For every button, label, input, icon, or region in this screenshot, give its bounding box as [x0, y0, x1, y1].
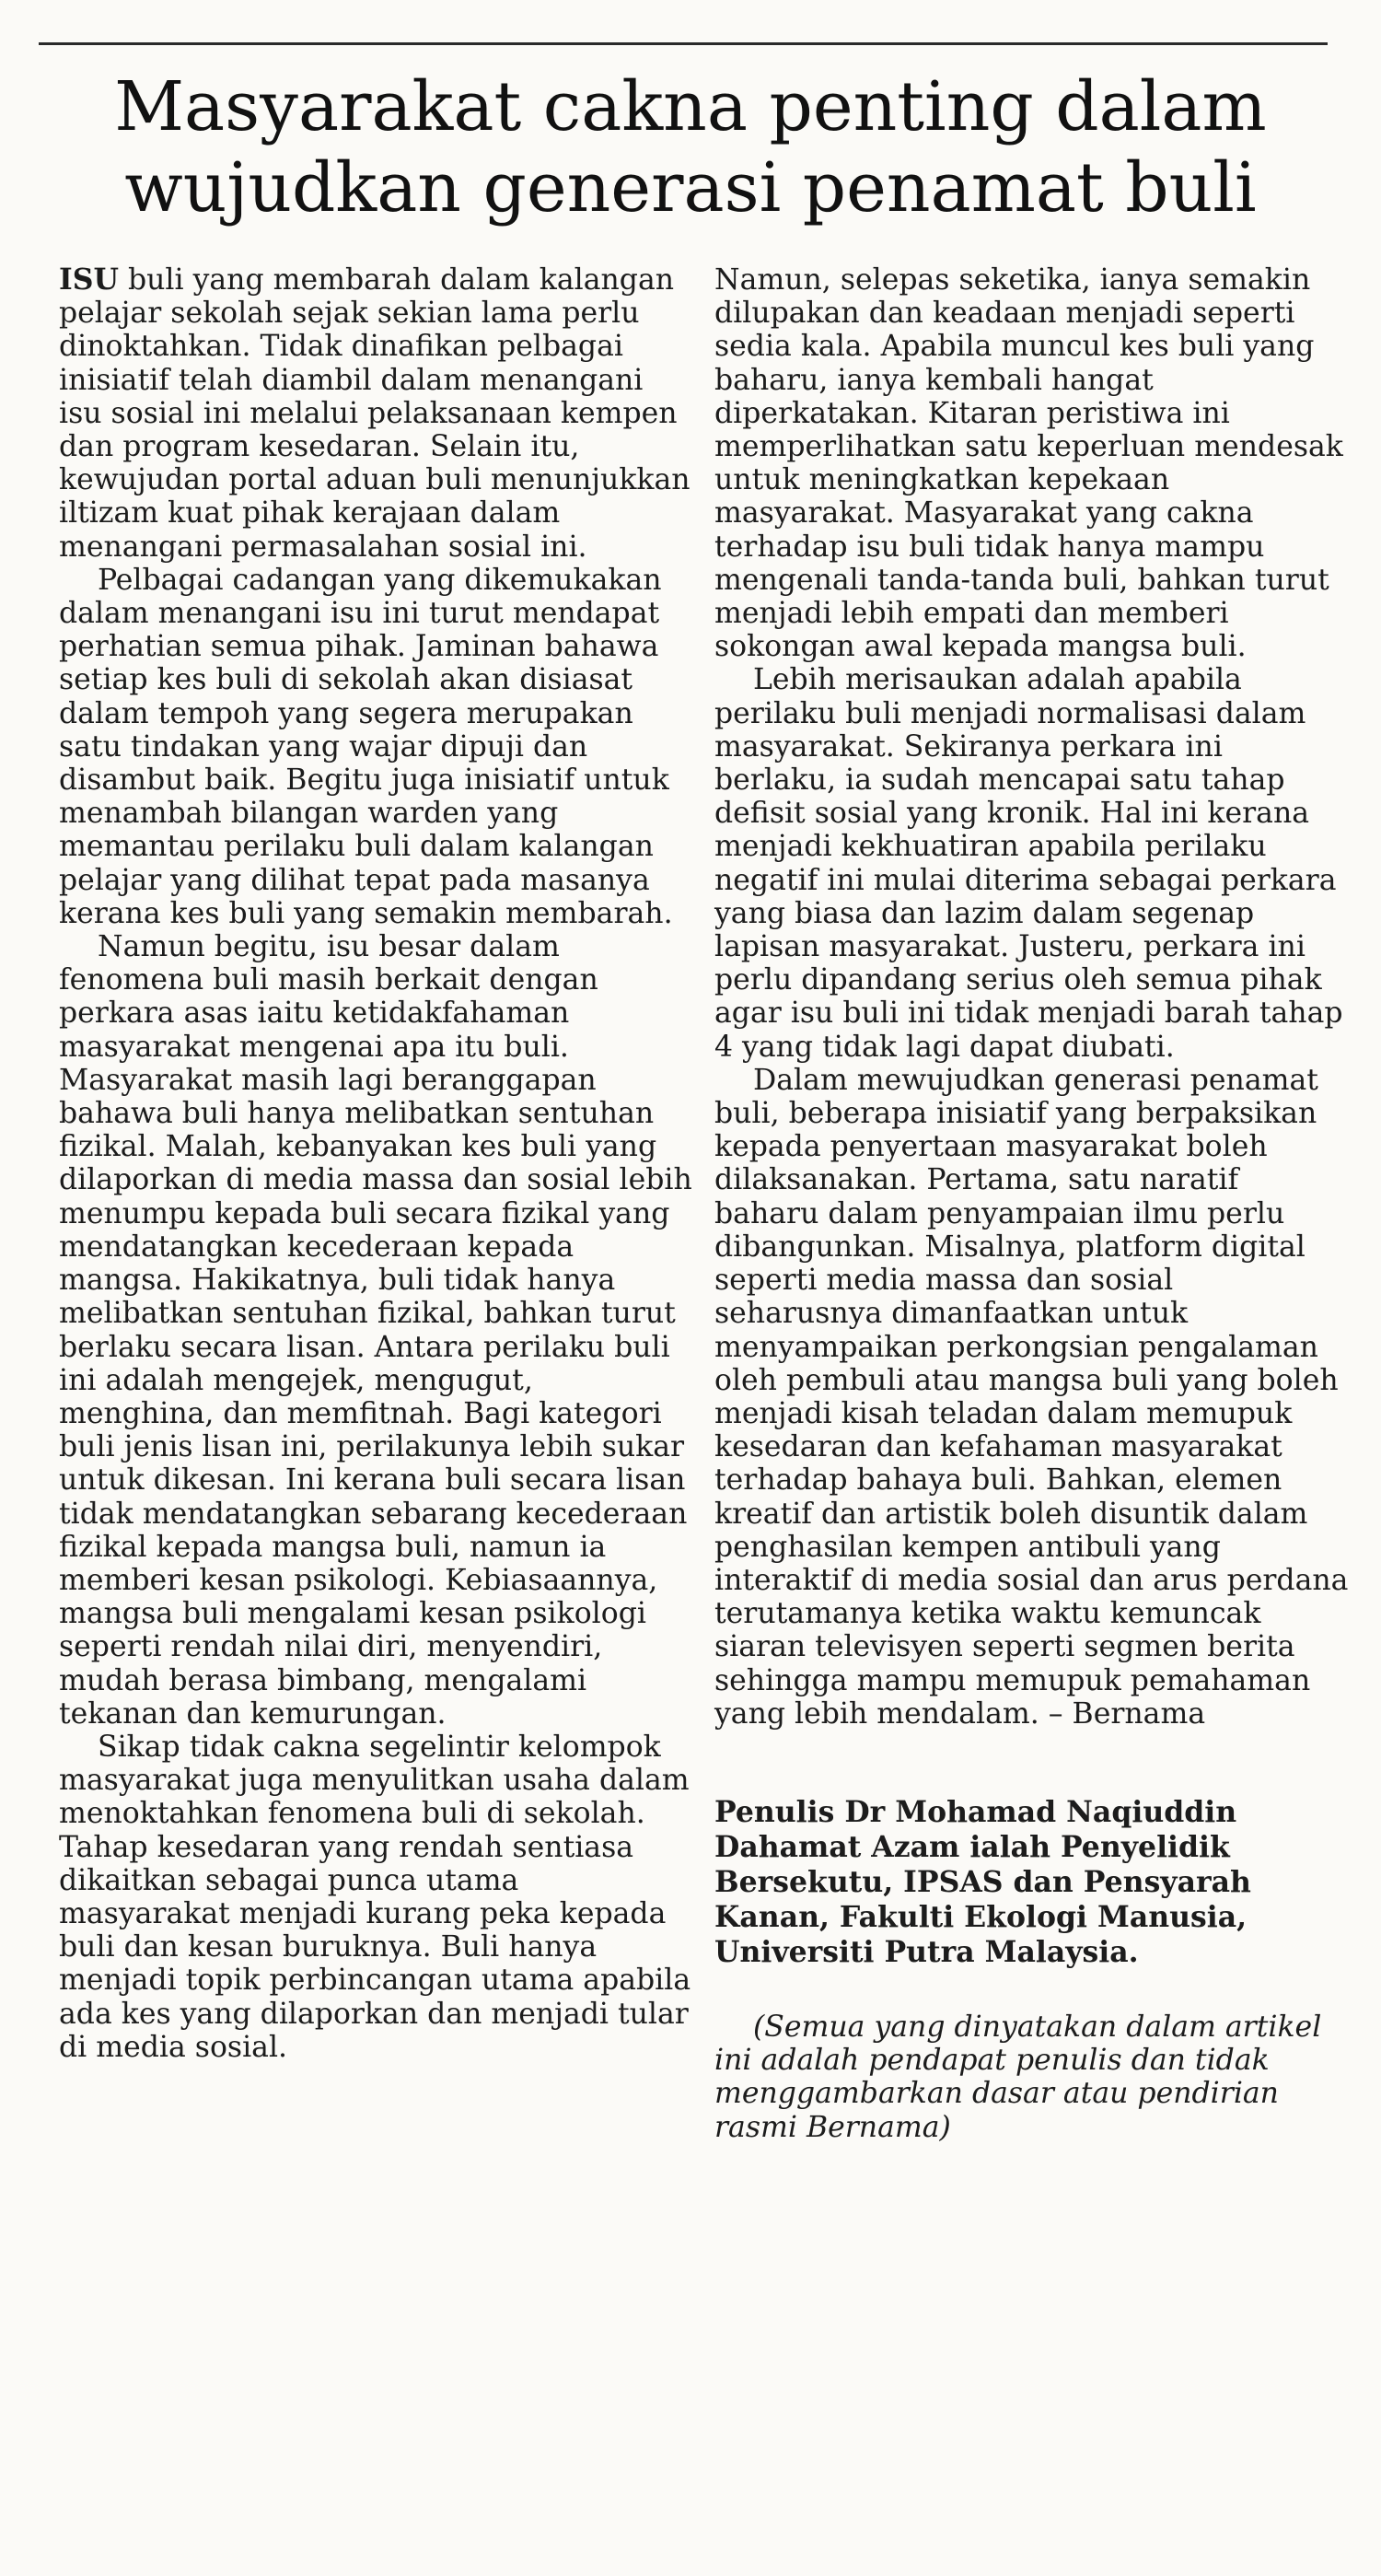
article-right-column — [714, 263, 1350, 2144]
paragraph-7: Dalam mewujudkan generasi penamat buli, beberapa inisiatif yang berpaksikan kepada penyertaan masyarakat boleh dilaksanakan. Pertama, satu naratif baharu dalam penyampaian ilmu perlu dibangunkan. Misalnya, platform digital seperti media massa dan sosial seharusnya dimanfaatkan untuk menyampaikan perkongsian pengalaman oleh pembuli atau mangsa buli yang boleh menjadi kisah teladan dalam memupuk kesedaran dan kefahaman masyarakat terhadap bahaya buli. Bahkan, elemen kreatif dan artistik boleh disuntik dalam penghasilan kempen antibuli yang interaktif di media sosial dan arus perdana terutamanya ketika waktu kemuncak siaran televisyen seperti segmen berita sehingga mampu memupuk pemahaman yang lebih mendalam. – Bernama — [714, 1063, 1349, 1731]
top-rule — [39, 42, 1328, 45]
lead-word: ISU — [59, 262, 119, 297]
headline-line-1: Masyarakat cakna penting dalam — [114, 67, 1267, 146]
author-byline: Penulis Dr Mohamad Naqiuddin Dahamat Azam ialah Penyelidik Bersekutu, IPSAS dan Pensyarah Kanan, Fakulti Ekologi Manusia, Universiti Putra Malaysia. — [714, 1794, 1251, 1969]
headline-line-2: wujudkan generasi penamat buli — [124, 148, 1257, 227]
paragraph-3: Namun begitu, isu besar dalam fenomena buli masih berkait dengan perkara asas iaitu ketidakfahaman masyarakat mengenai apa itu buli. Masyarakat masih lagi beranggapan bahawa buli hanya melibatkan sentuhan fizikal. Malah, kebanyakan kes buli yang dilaporkan di media massa dan sosial lebih menumpu kepada buli secara fizikal yang mendatangkan kecederaan kepada mangsa. Hakikatnya, buli tidak hanya melibatkan sentuhan fizikal, bahkan turut berlaku secara lisan. Antara perilaku buli ini adalah mengejek, mengugut, menghina, dan memfitnah. Bagi kategori buli jenis lisan ini, perilakunya lebih sukar untuk dikesan. Ini kerana buli secara lisan tidak mendatangkan sebarang kecederaan fizikal kepada mangsa buli, namun ia memberi kesan psikologi. Kebiasaannya, mangsa buli mengalami kesan psikologi seperti rendah nilai diri, menyendiri, mudah berasa bimbang, mengalami tekanan dan kemurungan. — [59, 930, 692, 1731]
paragraph-1-text: buli yang membarah dalam kalangan pelajar sekolah sejak sekian lama perlu dinoktahkan. Tidak dinafikan pelbagai inisiatif telah diambil dalam menangani isu sosial ini melalui pelaksanaan kempen dan program kesedaran. Selain itu, kewujudan portal aduan buli menunjukkan iltizam kuat pihak kerajaan dalam menangani permasalahan sosial ini. — [59, 263, 690, 564]
article-left-column — [59, 263, 694, 2064]
paragraph-1 — [59, 263, 694, 564]
headline — [0, 66, 1381, 228]
disclaimer: (Semua yang dinyatakan dalam artikel ini adalah pendapat penulis dan tidak menggambarkan dasar atau pendirian rasmi Bernama) — [714, 2010, 1322, 2144]
paragraph-5: Namun, selepas seketika, ianya semakin dilupakan dan keadaan menjadi seperti sedia kala. Apabila muncul kes buli yang baharu, ianya kembali hangat diperkatakan. Kitaran peristiwa ini memperlihatkan satu keperluan mendesak untuk meningkatkan kepekaan masyarakat. Masyarakat yang cakna terhadap isu buli tidak hanya mampu mengenali tanda-tanda buli, bahkan turut menjadi lebih empati dan memberi sokongan awal kepada mangsa buli. — [714, 263, 1343, 664]
paragraph-2: Pelbagai cadangan yang dikemukakan dalam menangani isu ini turut mendapat perhatian semua pihak. Jaminan bahawa setiap kes buli di sekolah akan disiasat dalam tempoh yang segera merupakan satu tindakan yang wajar dipuji dan disambut baik. Begitu juga inisiatif untuk menambah bilangan warden yang memantau perilaku buli dalam kalangan pelajar yang dilihat tepat pada masanya kerana kes buli yang semakin membarah. — [59, 563, 673, 930]
paragraph-6: Lebih merisaukan adalah apabila perilaku buli menjadi normalisasi dalam masyarakat. Sekiranya perkara ini berlaku, ia sudah mencapai satu tahap defisit sosial yang kronik. Hal ini kerana menjadi kekhuatiran apabila perilaku negatif ini mulai diterima sebagai perkara yang biasa dan lazim dalam segenap lapisan masyarakat. Justeru, perkara ini perlu dipandang serius oleh semua pihak agar isu buli ini tidak menjadi barah tahap 4 yang tidak lagi dapat diubati. — [714, 663, 1343, 1064]
paragraph-4: Sikap tidak cakna segelintir kelompok masyarakat juga menyulitkan usaha dalam menoktahkan fenomena buli di sekolah. Tahap kesedaran yang rendah sentiasa dikaitkan sebagai punca utama masyarakat menjadi kurang peka kepada buli dan kesan buruknya. Buli hanya menjadi topik perbincangan utama apabila ada kes yang dilaporkan dan menjadi tular di media sosial. — [59, 1730, 691, 2064]
